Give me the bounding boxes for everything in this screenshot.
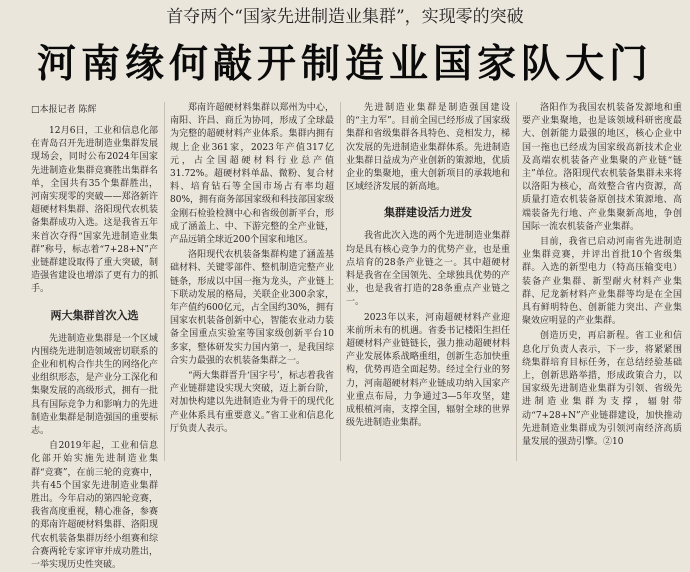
- section-heading: 两大集群首次入选: [50, 308, 139, 322]
- paragraph: 目前，我省已启动河南省先进制造业集群竞赛，并评出首批10个省级集群。入选的新型电力（特高压输变电）装备产业集群、新型耐火材料产业集群、尼龙新材料产业集群等均是在全国具有鲜明特色、创新能力突出、产业集聚效应明显的产业集群。: [522, 237, 682, 327]
- paragraph: 创造历史，再启新程。省工业和信息化厅负责人表示，下一步，将紧紧围绕集群培育目标任务，在总结经验基础上，创新思路举措，形成政策合力，以国家级先进制造业集群为引领、省级先进制造业集群为支撑，辐射带动“7+28+N”产业链群建设，加快推动先进制造业集群成为引领河南经济高质量发展的强劲引擎。②10: [522, 331, 682, 448]
- paragraph: 自2019年起，工业和信息化部开始实施先进制造业集群“竞赛”，在前三轮的竞赛中，共有45个国家先进制造业集群胜出。今年启动的第四轮竞赛，我省高度重视，精心准备，参赛的郑南许超硬材料集群、洛阳现代农机装备集群历经小组赛和综合赛两轮专家评审并成功胜出，一举实现历史性突破。: [31, 441, 158, 571]
- headline: 河南缘何敲开制造业国家队大门: [36, 42, 653, 87]
- column-4: [522, 102, 682, 461]
- subheadline: 首夺两个“国家先进制造业集群”，实现零的突破: [166, 7, 524, 27]
- paragraph: 洛阳作为我国农机装备发源地和重要产业集聚地，也是该领域科研密度最大、创新能力最强的地区，核心企业中国一拖也已经成为国家级高新技术企业及高端农机装备产业集聚的产业链“链主”单位。洛阳现代农机装备集群未来将以洛阳为核心，高效整合省内资源，高质量打造农机装备原创技术策源地、高端装备先行地、产业集聚新高地，争创国际一流农机装备产业集群。: [522, 103, 682, 232]
- paragraph: 我省此次入选的两个先进制造业集群均是具有核心竞争力的优势产业，也是重点培育的28条产业链之一。其中超硬材料是我省在全国领先、全球独具优势的产业，也是我省打造的28条重点产业链之一。: [346, 231, 510, 308]
- column-2: [170, 102, 334, 461]
- section-heading: 集群建设活力迸发: [384, 206, 472, 220]
- paragraph: 先进制造业集群是制造强国建设的“主力军”。目前全国已经形成了国家级集群和省级集群各具特色、竞相发力，梯次发展的先进制造业集群体系。先进制造业集群日益成为产业创新的策源地，优质企业的集聚地，重大创新项目的承载地和区域经济发展的新高地。: [346, 103, 510, 193]
- paragraph: 12月6日，工业和信息化部在青岛召开先进制造业集群发展现场会，同时公布2024年国家先进制造业集群竞赛胜出集群名单，全国共有35个集群胜出，河南实现零的突破——郑洛新许超硬材料集群、洛阳现代农机装备集群成功入选。这是我省五年来首次夺得“国家先进制造业集群”称号，标志着“7+28+N”产业链群建设取得了重大突破，制造强省建设也增添了更有力的抓手。: [31, 126, 158, 295]
- paragraph: 郑南许超硬材料集群以郑州为中心，南阳、许昌、商丘为协同，形成了全球最为完整的超硬材料产业体系。集群内拥有规上企业361家，2023年产值317亿元，占全国超硬材料行业总产值31.72%。超硬材料单晶、微粉、复合材料、培育钻石等全国市场占有率均超80%，拥有商务部国家级和科技部国家级金刚石检验检测中心和省级创新平台，形成了涵盖上、中、下游完整的全产业链，产品远销全球近200个国家和地区。: [170, 103, 335, 246]
- byline: □本报记者 陈辉: [31, 105, 97, 115]
- paragraph: 先进制造业集群是一个区域内围绕先进制造领域密切联系的企业和机构合作共生的网络化产业组织形态，是产业分工深化和集聚发展的高级形式，拥有一批具有国际竞争力和影响力的先进制造业集群是制造强国的重要标志。: [31, 333, 158, 437]
- paragraph: 2023年以来，河南超硬材料产业迎来前所未有的机遇。省委书记楼阳生担任超硬材料产业链链长，强力推动超硬材料产业发展体系战略重组，创新生态加快重构，优势再造全面起势。经过全行业的努力，河南超硬材料产业链成功纳入国家产业重点布局，力争通过3—5年攻坚，建成根植河南，支撑全国，辐射全球的世界级先进制造业集群。: [346, 312, 510, 429]
- column-1: [31, 102, 158, 571]
- paragraph: “两大集群晋升‘国字号’，标志着我省产业链群建设实现大突破，迈上新台阶，对加快构建以先进制造业为骨干的现代化产业体系具有重要意义。”省工业和信息化厅负责人表示。: [170, 371, 334, 434]
- paragraph: 洛阳现代农机装备集群构建了涵盖基础材料、关键零部件、整机制造完整产业链条，形成以中国一拖为龙头，产业链上下联动发展的格局，关联企业300余家，年产值约600亿元，占全国约30%，拥有国家农机装备创新中心，智能农业动力装备全国重点实验室等国家级创新平台10多家，整体研发实力国内第一，是我国综合实力最强的农机装备集群之一。: [170, 250, 334, 366]
- article-body: [0, 102, 690, 571]
- column-3: [346, 102, 510, 461]
